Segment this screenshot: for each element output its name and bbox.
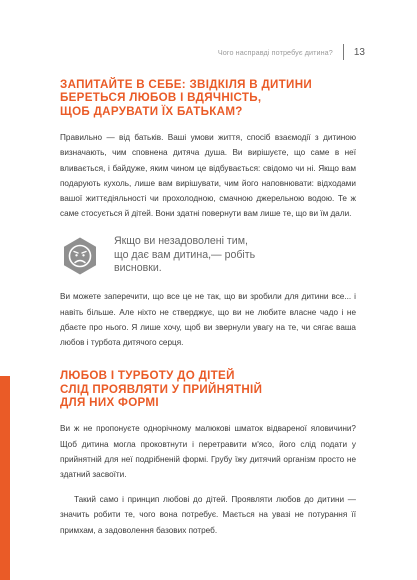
body-paragraph-1: Правильно — від батьків. Ваші умови життя, спосіб взаємодії з дитиною визначають, чим сповнена дитяча душа. Ви вирішуєте, що саме в неї вливається, і байдуже, яким чином це відбувається: свідомо чи ні. Якщо вам подарують кухоль, лише вам вирішувати, чим його наповнювати: відходами вашої життєдіяльності чи прохолодною, смачною джерельною водою. Те ж саме стосується й дітей. Вони здатні повернути вам лише те, що ви їм дали. — [60, 133, 356, 219]
body-paragraph-4: Такий само і принцип любові до дітей. Проявляти любов до дитини — значить робити те, чого вона потребує. Мається на увазі не потурання її примхам, а задоволення базових потреб. — [60, 495, 356, 535]
heading-line: ЛЮБОВ І ТУРБОТУ ДО ДІТЕЙ — [60, 369, 235, 383]
body-paragraph-2: Ви можете заперечити, що все це не так, що ви зробили для дитини все... і навіть більше. Але ніхто не стверджує, що ви не любите власне чадо і не дбаєте про нього. Я лише хочу, щоб ви звернули увагу на те, чи сягає ваша любов і турбота дитячого серця. — [60, 292, 356, 348]
heading-line: СЛІД ПРОЯВЛЯТИ У ПРИЙНЯТНІЙ — [60, 382, 263, 396]
callout-quote — [60, 235, 356, 276]
callout-text — [114, 235, 255, 276]
sad-face-icon — [60, 236, 100, 276]
heading-line: БЕРЕТЬСЯ ЛЮБОВ І ВДЯЧНІСТЬ, — [60, 91, 262, 105]
callout-line: що дає вам дитина,— робіть — [114, 248, 256, 261]
header-divider — [343, 44, 344, 60]
body-paragraph-3: Ви ж не пропонуєте однорічному малюкові шматок відвареної яловичини? Щоб дитина могла проковтнути і перетравити м'ясо, його слід подати у прийнятній для неї подрібненій формі. Грубу їжу дитячий організм просто не здатний засвоїти. — [60, 424, 356, 480]
section-heading-1 — [60, 78, 356, 118]
heading-line: ДЛЯ НИХ ФОРМІ — [60, 396, 159, 410]
callout-line: висновки. — [114, 262, 162, 275]
running-title: Чого насправді потребує дитина? — [217, 47, 333, 57]
heading-line: ЩОБ ДАРУВАТИ ЇХ БАТЬКАМ? — [60, 104, 243, 118]
page-content — [60, 72, 356, 538]
section-heading-2 — [60, 369, 356, 409]
page-number: 13 — [353, 46, 365, 58]
heading-line: ЗАПИТАЙТЕ В СЕБЕ: ЗВІДКІЛЯ В ДИТИНИ — [60, 78, 312, 91]
accent-side-bar — [0, 376, 10, 580]
callout-line: Якщо ви незадоволені тим, — [114, 235, 248, 248]
page-header — [218, 42, 365, 62]
